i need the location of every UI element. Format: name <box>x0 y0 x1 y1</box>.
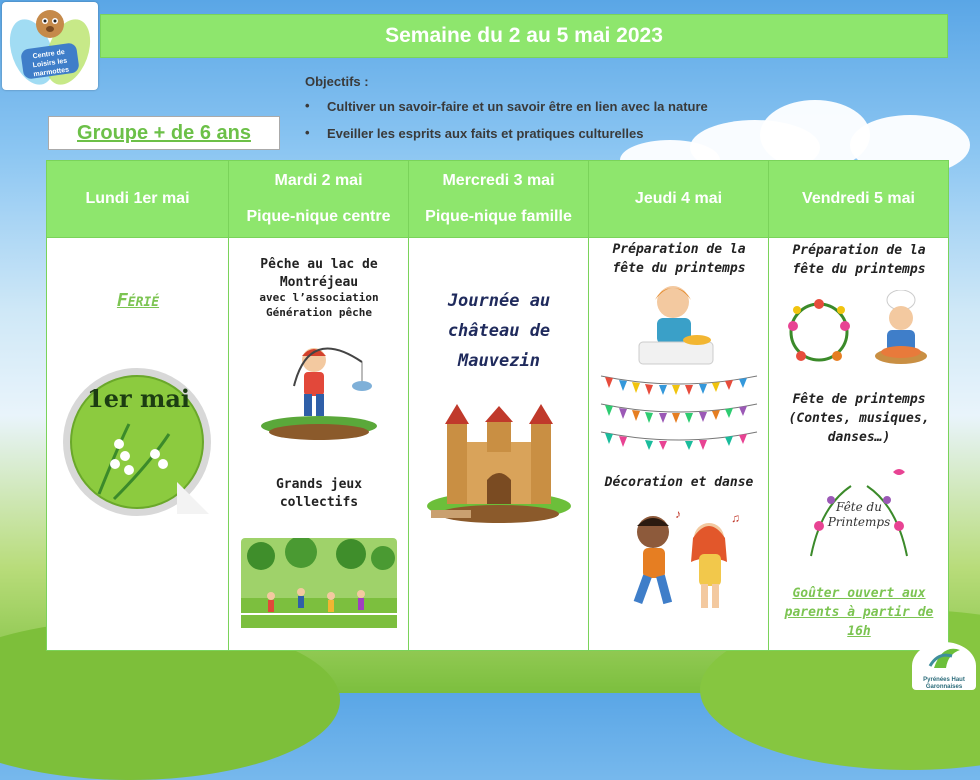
activity-title: Pêche au lac de Montréjeau <box>260 257 378 290</box>
cell-wednesday <box>409 238 589 651</box>
day-header-thursday <box>589 161 769 238</box>
cooking-girl-icon <box>633 280 723 373</box>
page-title-text: Semaine du 2 au 5 mai 2023 <box>385 24 663 47</box>
gouter-note: Goûter ouvert aux parents à partir de 16h <box>784 586 934 639</box>
bullet-icon: • <box>305 125 310 140</box>
day-label: Lundi 1er mai <box>85 190 190 207</box>
table-header-row <box>47 161 949 238</box>
cell-friday <box>769 238 949 651</box>
bullet-icon: • <box>305 98 310 113</box>
chef-kid-icon <box>869 290 933 375</box>
day-sublabel: Pique-nique centre <box>246 208 391 225</box>
table-row <box>47 238 949 651</box>
badge-text: Fête du Printemps <box>827 500 891 529</box>
ferie-label: Férié <box>116 290 160 311</box>
day-label: Mardi 2 mai <box>274 172 363 189</box>
group-games-icon <box>241 538 397 633</box>
cell-tuesday <box>229 238 409 651</box>
objectives-title: Objectifs : <box>305 74 369 89</box>
flower-wreath-icon <box>783 296 855 373</box>
objective-text: Cultiver un savoir-faire et un savoir être en lien avec la nature <box>327 99 708 114</box>
objectives <box>305 74 708 153</box>
objective-item <box>305 126 708 141</box>
activity-title: Grands jeux collectifs <box>275 477 363 510</box>
objective-item <box>305 99 708 114</box>
day-header-tuesday <box>229 161 409 238</box>
footer-logo-text: Pyrénées Haut Garonnaises <box>923 677 965 690</box>
logo <box>2 2 98 90</box>
page-title <box>100 14 948 58</box>
activity-title: Fête de printemps (Contes, musiques, danses…) <box>788 392 930 445</box>
muguet-badge-icon <box>59 364 215 520</box>
activity-title: Préparation de la fête du printemps <box>612 242 746 276</box>
day-header-wednesday <box>409 161 589 238</box>
day-label: Vendredi 5 mai <box>802 190 915 207</box>
footer-logo <box>912 642 976 690</box>
badge-text: 1er mai <box>87 384 191 413</box>
castle-icon <box>421 402 577 537</box>
activity-subtitle: avec l’association Génération pêche <box>259 291 379 319</box>
day-label: Mercredi 3 mai <box>442 172 555 189</box>
objective-text: Eveiller les esprits aux faits et pratiques culturelles <box>327 126 644 141</box>
activity-title: Journée au château de Mauvezin <box>447 291 551 371</box>
cell-thursday <box>589 238 769 651</box>
svg-text:♫: ♫ <box>731 511 740 525</box>
group-label-text: Groupe + de 6 ans <box>77 121 251 144</box>
logo-text: Centre de Loisirs les marmottes <box>32 48 70 79</box>
day-header-friday <box>769 161 949 238</box>
week-schedule-table <box>46 160 949 651</box>
fishing-kid-icon <box>254 326 384 451</box>
svg-text:♪: ♪ <box>675 508 681 521</box>
fete-du-printemps-badge <box>801 466 917 566</box>
activity-title: Décoration et danse <box>604 475 754 490</box>
cell-monday <box>47 238 229 651</box>
activity-title: Préparation de la fête du printemps <box>792 243 926 277</box>
day-label: Jeudi 4 mai <box>634 190 723 207</box>
dancing-kids-icon <box>611 508 751 623</box>
group-label <box>48 116 280 150</box>
day-header-monday <box>47 161 229 238</box>
day-sublabel: Pique-nique famille <box>425 208 572 225</box>
bunting-icon <box>599 370 759 455</box>
